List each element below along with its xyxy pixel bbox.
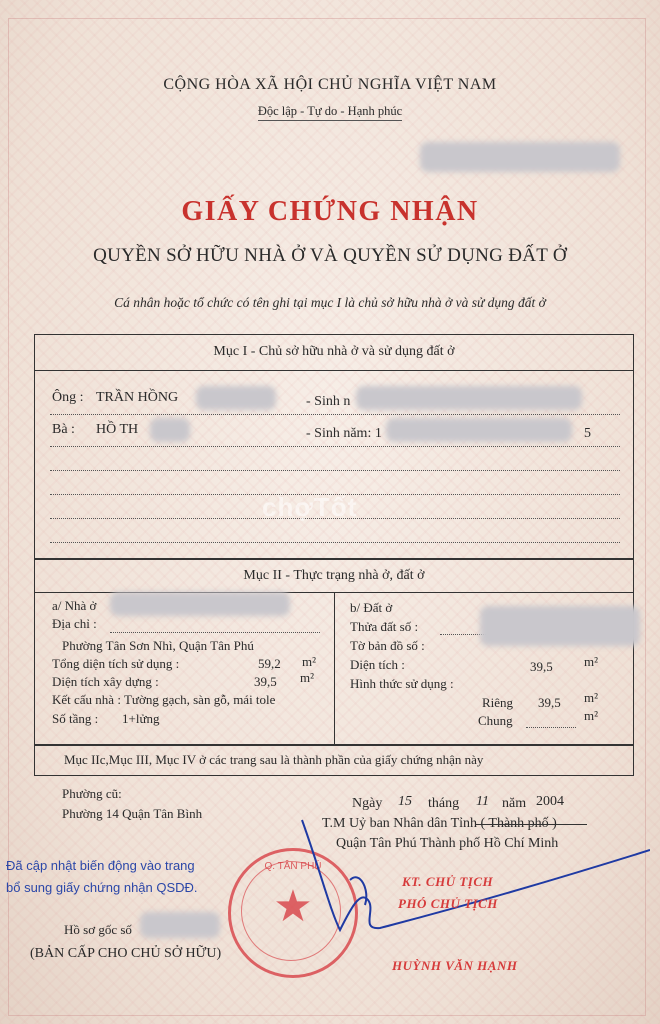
section1-box: [34, 334, 634, 560]
issued-to-note: (BẢN CẤP CHO CHỦ SỞ HỮU): [30, 946, 222, 961]
house-address-label: Địa chỉ :: [52, 616, 97, 631]
shared-usage-label: Chung: [478, 713, 513, 728]
date-year: 2004: [536, 794, 564, 809]
redacted-parcel-info: [480, 606, 640, 646]
redacted-owner1-birth: [356, 386, 582, 410]
owner1-birth-label: - Sinh n: [306, 394, 351, 409]
footer-note: Mục IIc,Mục III, Mục IV ở các trang sau là thành phần của giấy chứng nhận này: [64, 752, 484, 767]
intro-line: Cá nhân hoặc tổ chức có tên ghi tại mục I là chủ sở hữu nhà ở và sử dụng đất ở: [114, 295, 546, 310]
dotted-line: [526, 727, 576, 728]
dotted-line: [50, 470, 620, 471]
motto-text: Độc lập - Tự do - Hạnh phúc: [258, 104, 402, 121]
owner2-name: HỒ TH: [96, 422, 139, 437]
parcel-label: Thửa đất số :: [350, 619, 419, 634]
dotted-line: [50, 414, 620, 415]
built-area-unit: m²: [300, 670, 315, 685]
owner1-prefix: Ông :: [52, 390, 84, 405]
private-usage-unit: m²: [584, 690, 599, 705]
redacted-owner2: [150, 418, 190, 442]
built-area-label: Diện tích xây dựng :: [52, 674, 159, 689]
house-address-line: Phường Tân Sơn Nhì, Quận Tân Phú: [62, 638, 254, 653]
signature: [290, 810, 650, 970]
owner2-birth-label: - Sinh năm: 1: [306, 426, 382, 441]
signer-name: HUỲNH VĂN HẠNH: [392, 958, 518, 973]
dotted-line: [110, 632, 320, 633]
owner2-birth-tail: 5: [584, 426, 591, 441]
year-label: năm: [502, 796, 527, 811]
signer-title1: KT. CHỦ TỊCH: [402, 874, 494, 889]
map-sheet-label: Tờ bản đồ số :: [350, 638, 425, 653]
republic-heading: CỘNG HÒA XÃ HỘI CHỦ NGHĨA VIỆT NAM: [163, 76, 497, 93]
built-area-value: 39,5: [254, 674, 277, 689]
signer-title2: PHÓ CHỦ TỊCH: [398, 896, 498, 911]
redacted-file-number: [140, 912, 220, 938]
private-usage-label: Riêng: [482, 695, 514, 710]
owner2-prefix: Bà :: [52, 422, 75, 437]
date-label: Ngày: [352, 796, 383, 811]
date-month: 11: [476, 794, 489, 809]
land-area-value: 39,5: [530, 659, 553, 674]
total-area-unit: m²: [302, 654, 317, 669]
seal-star-icon: ★: [273, 882, 313, 931]
old-ward-value: Phường 14 Quận Tân Bình: [62, 806, 203, 821]
document-subtitle: QUYỀN SỞ HỮU NHÀ Ở VÀ QUYỀN SỬ DỤNG ĐẤT Ở: [93, 245, 567, 266]
section2-column-divider: [334, 592, 335, 744]
private-usage-value: 39,5: [538, 695, 561, 710]
watermark-logo: chợTốt: [262, 492, 358, 522]
land-area-unit: m²: [584, 654, 599, 669]
land-heading: b/ Đất ở: [350, 600, 393, 615]
redacted-owner1: [196, 386, 276, 410]
total-area-value: 59,2: [258, 656, 281, 671]
update-note-line2: bổ sung giấy chứng nhận QSDĐ.: [6, 880, 198, 895]
authority-line2: Quận Tân Phú Thành phố Hồ Chí Minh: [336, 836, 559, 851]
land-area-label: Diện tích :: [350, 657, 405, 672]
section2-heading: Mục II - Thực trạng nhà ở, đất ở: [243, 568, 425, 583]
month-label: tháng: [428, 796, 460, 811]
total-area-label: Tổng diện tích sử dụng :: [52, 656, 180, 671]
seal-text: Q. TÂN PHÚ: [264, 861, 322, 872]
file-number-label: Hồ sơ gốc số: [64, 922, 132, 937]
structure-line: Kết cấu nhà : Tường gạch, sàn gỗ, mái tole: [52, 692, 276, 707]
motto: [0, 104, 660, 119]
section1-divider: [34, 370, 634, 371]
usage-label: Hình thức sử dụng :: [350, 676, 454, 691]
house-heading: a/ Nhà ở: [52, 598, 97, 613]
shared-usage-unit: m²: [584, 708, 599, 723]
section1-heading: Mục I - Chủ sở hữu nhà ở và sử dụng đất ở: [213, 344, 455, 359]
old-ward-label: Phường cũ:: [62, 786, 122, 801]
dotted-line: [50, 446, 620, 447]
floors-label: Số tầng :: [52, 711, 99, 726]
redacted-owner2-birth: [386, 418, 572, 442]
redacted-house-number: [110, 592, 290, 616]
owner1-name: TRẦN HỒNG: [96, 390, 179, 405]
date-day: 15: [398, 794, 412, 809]
update-note-line1: Đã cập nhật biến động vào trang: [6, 858, 195, 873]
document-title: GIẤY CHỨNG NHẬN: [181, 196, 479, 227]
authority-line1: T.M Uỷ ban Nhân dân Tỉnh ( Thành phố ): [322, 816, 557, 831]
dotted-line: [50, 542, 620, 543]
redacted-serial: [420, 142, 620, 172]
floors-value: 1+lửng: [122, 711, 160, 726]
